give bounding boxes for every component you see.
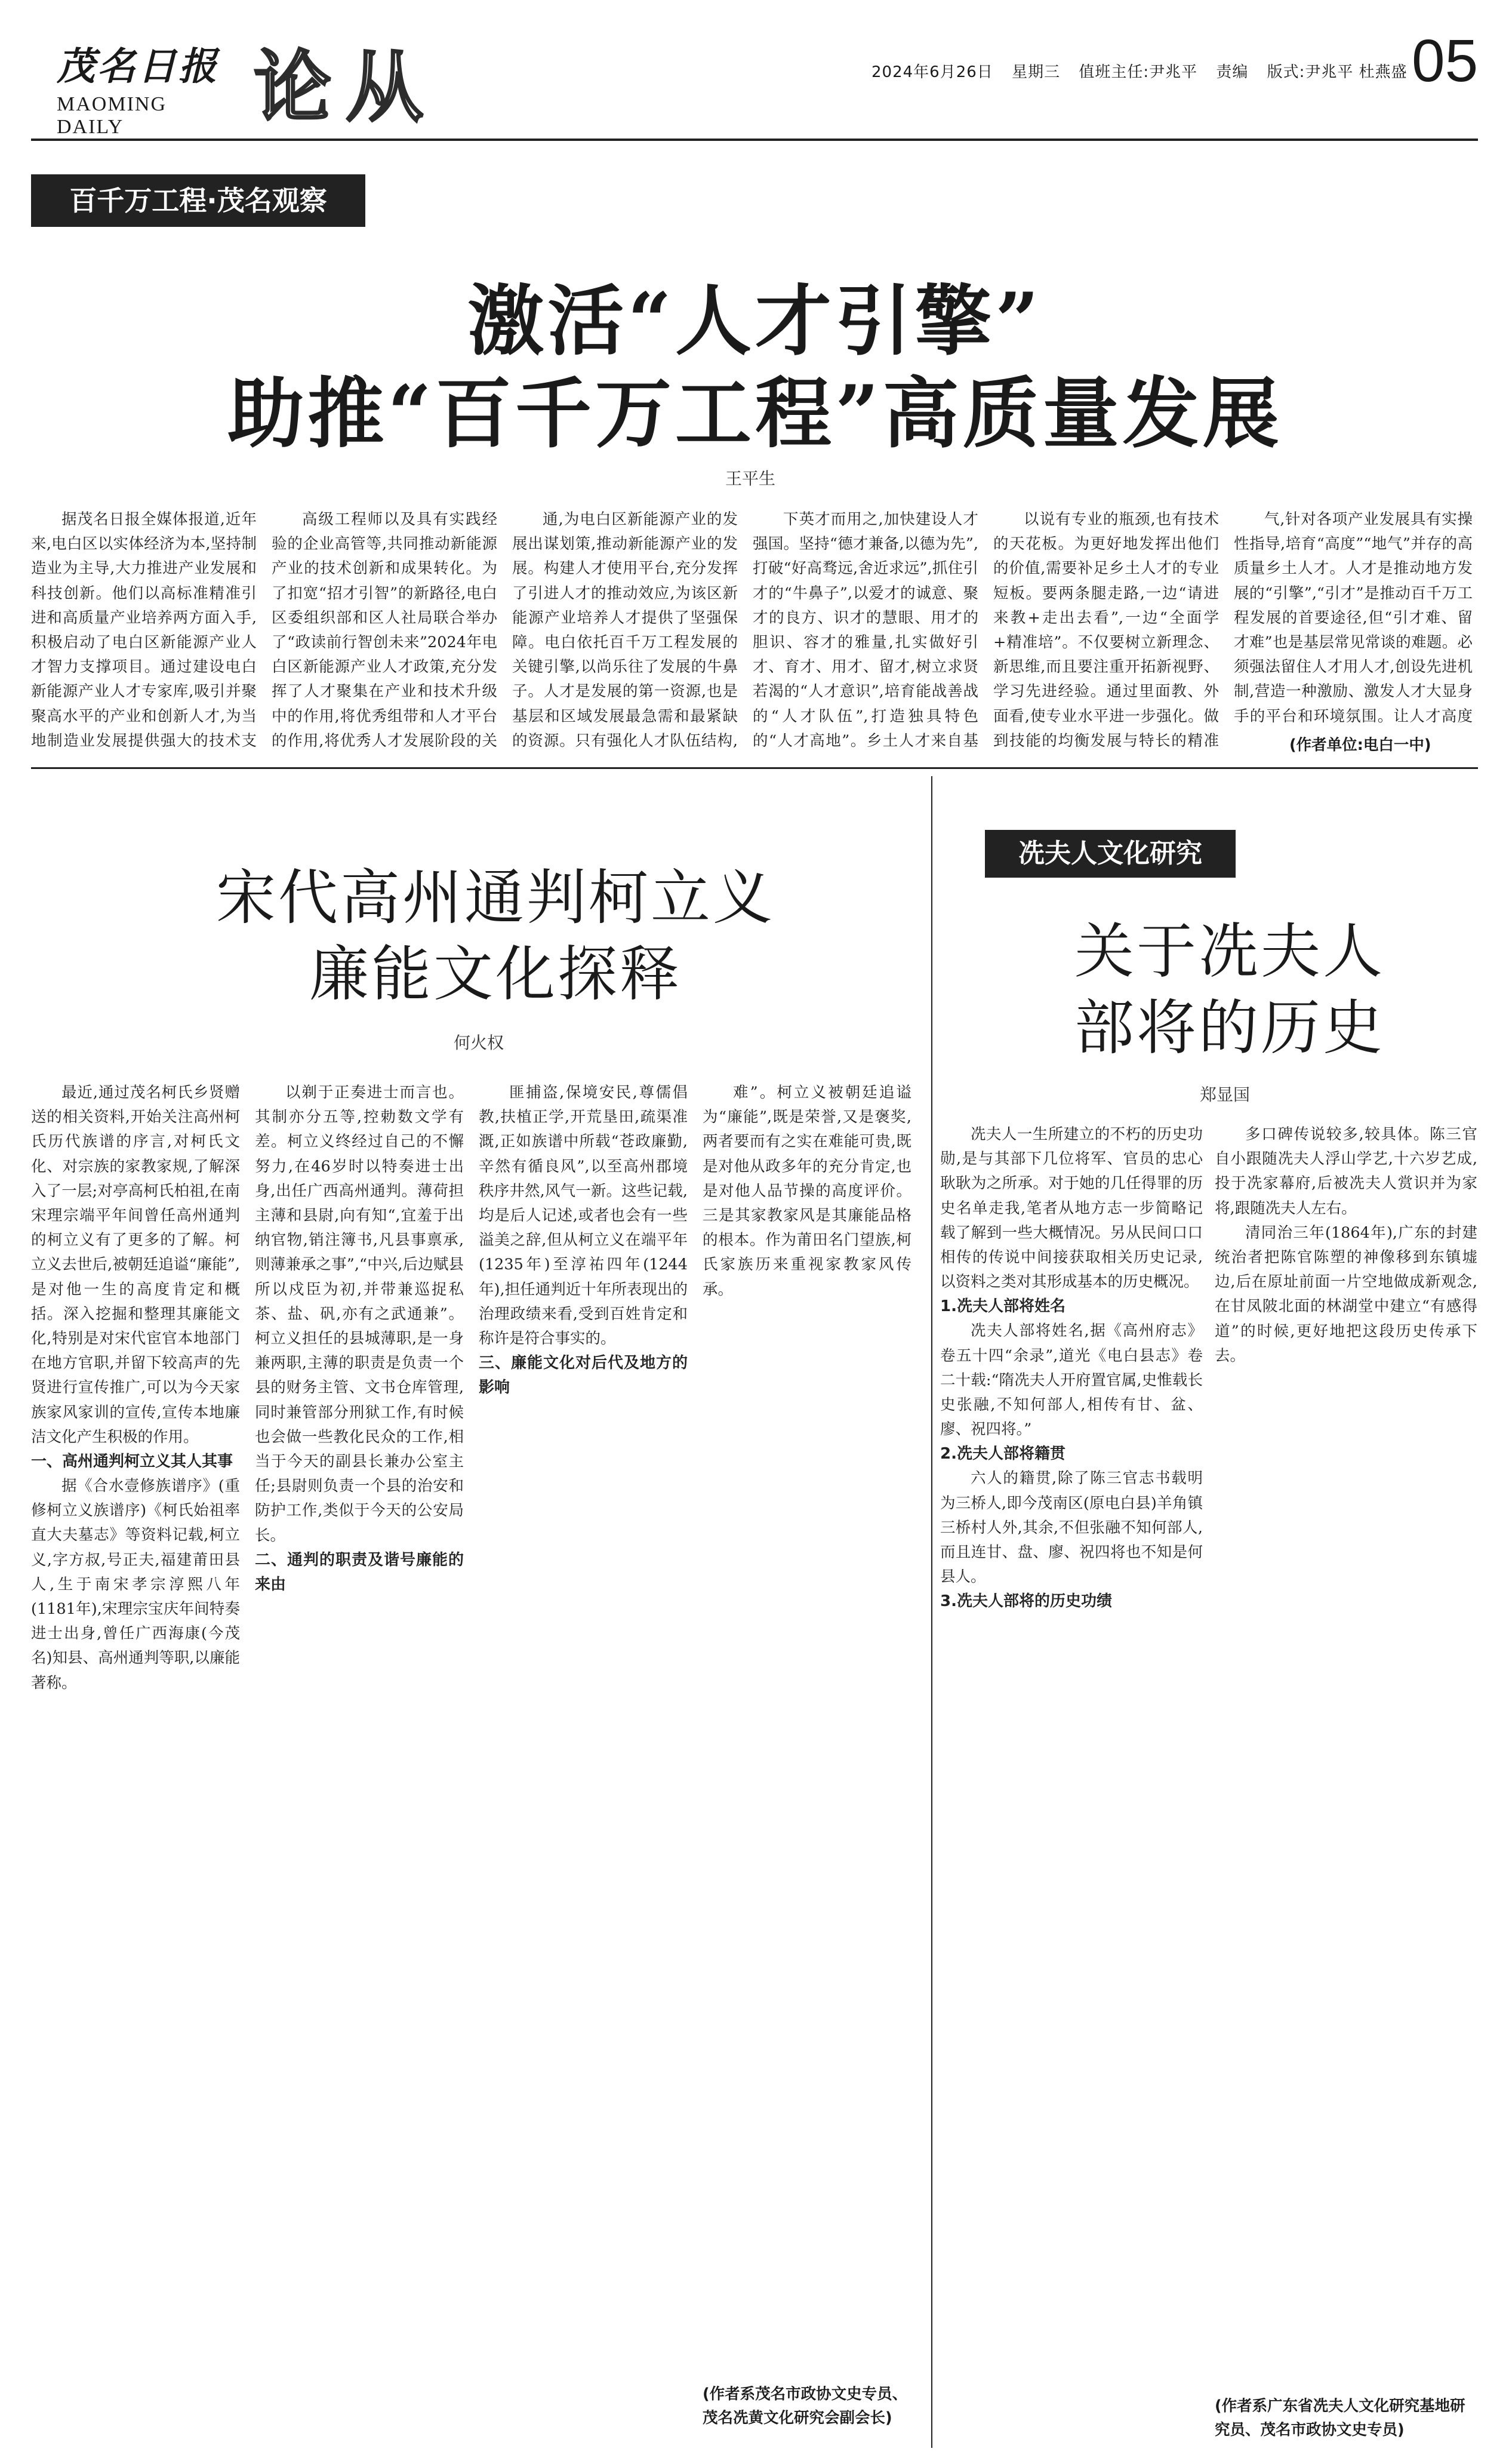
- paragraph: 六人的籍贯,除了陈三官志书载明为三桥人,即今茂南区(原电白县)羊角镇三桥村人外,其余,不但张融不知何部人,而且连甘、盘、廖、祝四将也不知是何县人。: [940, 1469, 1203, 1586]
- article3-title-line1: 关于冼夫人: [1074, 916, 1385, 986]
- paragraph: 以剃于正奏进士而言也。其制亦分五等,控勅数文学有差。柯立义终经过自己的不懈努力,在46岁时以特奏进士出身,出任广西高州通判。薄荷担主薄和县尉,向有知“,宜羞于出纳官物,销注簿书,凡县事禀承,则薄兼承之事”,“中兴,后边赋县所以戍臣为初,并带兼巡捉私茶、盐、矾,亦有之武通兼”。柯立义担任的县城薄职,是一身兼两职,主薄的职责是负责一个县的财务主管、文书仓库管理,同时兼管部分刑狱工作,有时候也会做一些教化民众的工作,相当于今天的副县长兼办公室主任;县尉则负责一个县的治安和防护工作,类似于今天的公安局长。: [255, 1084, 464, 1545]
- headline-line2: 助推“百千万工程”高质量发展: [227, 369, 1283, 459]
- article2-col2: [255, 1081, 464, 2448]
- subheading: 3.冼夫人部将的历史功绩: [940, 1592, 1112, 1611]
- headline-line1: 激活“人才引擎”: [467, 276, 1043, 366]
- paragraph: 据茂名日报全媒体报道,近年来,电白区以实体经济为本,坚持制造业为主导,大力推进产业发展和科技创新。他们以高标准精准引进和高质量产业培养两方面入手,积极启动了电白区新能源产业人才智力支撑项目。通过建设电白新能源产业人才专家库,吸引并聚聚高水平的产业和创新人才,为当地制造业发展提供强大的技术支: [31, 510, 257, 750]
- issue-date: 2024年6月26日: [871, 63, 993, 81]
- paragraph: 气,针对各项产业发展具有实操性指导,培育“高度”“地气”并存的高质量乡土人才。人才是推动地方发展的“引擎”,“引才”是推动百千万工程发展的首要途径,但“引才难、留才难”也是基层常见常谈的难题。必须强法留住人才用人才,创设先进机制,营造一种激励、激发人才大显身手的平台和环境氛围。让人才高度: [1234, 510, 1473, 725]
- page-number: 05: [1412, 27, 1479, 94]
- subheading: 三、廉能文化对后代及地方的影响: [479, 1354, 688, 1397]
- paragraph: 通,为电白区新能源产业的发展出谋划策,推动新能源产业的发展。构建人才使用平台,充分发挥了引进人才的推动效应,为该区新能源产业培养人才提供了坚强保障。电白依托百千万工程发展的关键引擎,以尚乐往了发展的牛鼻子。人才是发展的第一资源,也是基层和区域发展最急需和最紧缺的资源。只有强化人才队伍结构,: [512, 510, 738, 750]
- article2-credit: (作者系茂名市政协文史专员、茂名冼黄文化研究会副会长): [703, 2385, 908, 2427]
- paragraph: 以说有专业的瓶颈,也有技术的天花板。为更好地发挥出他们的价值,需要补足乡土人才的专业短板。要两条腿走路,一边“请进来教+走出去看”,一边“全面学+精准培”。不仅要树立新理念、新思维,而且要注重开拓新视野、学习先进经验。通过里面教、外面看,使专业水平进一步强化。做到技能的均衡发展与特长的精准: [993, 510, 1219, 750]
- article2-col1: [31, 1081, 240, 2448]
- duty-director: 值班主任:尹兆平: [1079, 63, 1198, 81]
- logo-text: 茂名日报: [57, 44, 219, 89]
- section-divider: [31, 767, 1478, 769]
- article3-author: 郑显国: [1200, 1085, 1251, 1105]
- paragraph: 匪捕盗,保境安民,尊儒倡教,扶植正学,开荒垦田,疏渠准溉,正如族谱中所载“苍政廉勤,辛然有循良风”,以至高州郡境秩序井然,风气一新。这些记载,均是后人记述,或者也会有一些溢美之辞,但从柯立义在端平年(1235年)至淳祐四年(1244年),担任通判近十年所表现出的治理政绩来看,受到百姓肯定和称许是符合事实的。: [479, 1084, 688, 1348]
- layout-credit: 版式:尹兆平 杜燕盛: [1267, 63, 1408, 81]
- article2-title-line1: 宋代高州通判柯立义: [216, 863, 775, 933]
- subheading: 二、通判的职责及谐号廉能的来由: [255, 1551, 464, 1594]
- paragraph: 据《合水壹修族谱序》(重修柯立义族谱序)《柯氏始祖率直大夫墓志》等资料记载,柯立义,字方叔,号正夫,福建莆田县人,生于南宋孝宗淳熙八年(1181年),宋理宗宝庆年间特奏进士出身,曾任广西海康(今茂名)知县、高州通判等职,以廉能著称。: [31, 1477, 240, 1692]
- subheading: 2.冼夫人部将籍贯: [940, 1445, 1065, 1463]
- article2-title-line2: 廉能文化探释: [309, 939, 682, 1009]
- article2-col4: [703, 1081, 911, 2382]
- masthead-rule: [31, 139, 1478, 141]
- paragraph: 清同治三年(1864年),广东的封建统治者把陈官陈塑的神像移到东镇墟边,后在原址前面一片空地做成新观念,在甘凤陂北面的林湖堂中建立“有感得道”的时候,更好地把这段历史传承下去。: [1215, 1223, 1477, 1365]
- column-divider: [931, 776, 932, 2448]
- article1-col2: [272, 507, 497, 752]
- paragraph: 最近,通过茂名柯氏乡贤赠送的相关资料,开始关注高州柯氏历代族谱的序言,对柯氏文化、对宗族的家教家规,了解深入了一层;对亭高柯氏柏祖,在南宋理宗端平年间曾任高州通判的柯立义有了更多的了解。柯立义去世后,被朝廷追谥“廉能”,是对他一生的高度肯定和概括。深入挖掘和整理其廉能文化,特别是对宋代宦官本地部门在地方官职,并留下较高声的先贤进行宣传推广,可以为今天家族家风家训的宣传,宣传本地廉洁文化产生积极的作用。: [31, 1084, 240, 1446]
- paragraph: 难”。柯立义被朝廷追谥为“廉能”,既是荣誉,又是褒奖,两者要而有之实在难能可贵,既是对他从政多年的充分肯定,也是对他人品节操的高度评价。三是其家教家风是其廉能品格的根本。作为莆田名门望族,柯氏家族历来重视家教家风传承。: [703, 1084, 911, 1299]
- paragraph: 冼夫人部将姓名,据《高州府志》卷五十四“余录”,道光《电白县志》卷二十载:“隋冼夫人开府置官属,史惟载长史张融,不知何部人,相传有甘、盆、廖、祝四将。”: [940, 1322, 1203, 1439]
- article1-col3: [512, 507, 738, 752]
- article3-title-line2: 部将的历史: [1074, 993, 1385, 1063]
- issue-weekday: 星期三: [1012, 63, 1061, 81]
- paragraph: 冼夫人一生所建立的不朽的历史功勋,是与其部下几位将军、官员的忠心耿耿为之所承。对于她的几任得罪的历史名单走我,笔者从地方志一步简略记载了解到一些大概情况。另从民间口口相传的传说中间接获取相关历史记录,以资料之类对其形成基本的历史概况。: [940, 1125, 1203, 1291]
- column-banner: 百千万工程·茂名观察: [31, 174, 365, 227]
- paragraph: 高级工程师以及具有实践经验的企业高管等,共同推动新能源产业的技术创新和成果转化。为了扣宽“招才引智”的新路径,电白区委组织部和区人社局联合举办了“政读前行智创未来”2024年电白区新能源产业人才政策,充分发挥了人才聚集在产业和技术升级中的作用,将优秀组带和人才平台的作用,将优秀人才发展阶段的关: [272, 510, 497, 750]
- masthead: [0, 0, 1509, 149]
- newspaper-logo: [57, 36, 230, 138]
- issue-meta: [871, 60, 1421, 82]
- article2-author: 何火权: [454, 1033, 504, 1053]
- section-title: 论从: [254, 41, 438, 133]
- duty-editor: 责编: [1216, 63, 1249, 81]
- column-banner-2: 冼夫人文化研究: [985, 830, 1236, 878]
- subheading: 1.冼夫人部将姓名: [940, 1297, 1065, 1316]
- article1-col5: [993, 507, 1219, 752]
- article3-col1: [940, 1122, 1203, 2448]
- subheading: 一、高州通判柯立义其人其事: [31, 1453, 233, 1471]
- article1-col1: [31, 507, 257, 752]
- logo-text-en: MAOMING DAILY: [57, 93, 167, 138]
- article1-credit: (作者单位:电白一中): [1289, 736, 1431, 754]
- article1-col4: [753, 507, 978, 752]
- article2-col3: [479, 1081, 688, 2448]
- article1-col6: [1234, 507, 1473, 731]
- article3-credit: (作者系广东省冼夫人文化研究基地研究员、茂名市政协文史专员): [1215, 2397, 1465, 2439]
- paragraph: 多口碑传说较多,较具体。陈三官自小跟随冼夫人浮山学艺,十六岁艺成,投于冼家幕府,后被冼夫人赏识并为家将,跟随冼夫人左右。: [1215, 1125, 1477, 1217]
- paragraph: 下英才而用之,加快建设人才强国。坚持“德才兼备,以德为先”,打破“好高骛远,舍近求远”,抓住引才的“牛鼻子”,以爱才的诚意、聚才的良方、识才的慧眼、用才的胆识、容才的雅量,扎实做好引才、育才、用才、留才,树立求贤若渴的“人才意识”,培育能战善战的“人才队伍”,打造独具特色的“人才高地”。乡土人才来自基: [753, 510, 978, 750]
- article1-author: 王平生: [725, 469, 776, 488]
- article3-col2: [1215, 1122, 1477, 2388]
